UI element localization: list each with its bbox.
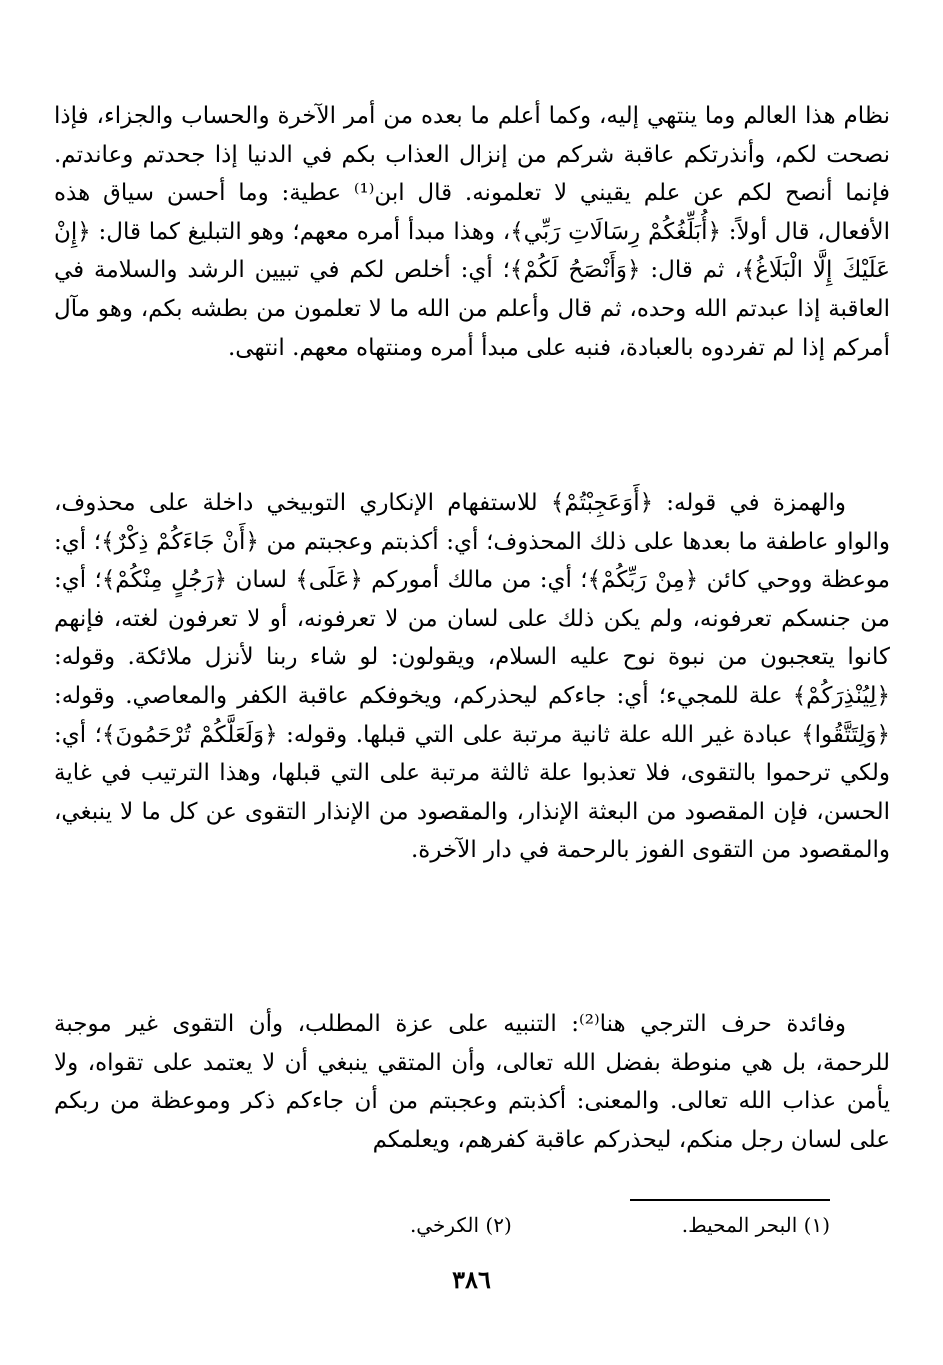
paragraph-3: وفائدة حرف الترجي هنا⁽²⁾: التنبيه على عزة المطلب، وأن التقوى غير موجبة للرحمة، بل هي منوطة بفضل الله تعالى، وأن المتقي ينبغي أن لا يعتمد على تقواه، ولا يأمن عذاب الله تعالى. والمعنى: أكذبتم وعجبتم من أن جاءكم ذكر وموعظة من ربكم على لسان رجل منكم، ليحذركم عاقبة كفرهم، ويعلمكم	[54, 1011, 890, 1153]
footnote-1: (١) البحر المحيط.	[681, 1213, 830, 1237]
footnote-divider	[630, 1199, 830, 1201]
page-number: ٣٨٦	[452, 1265, 491, 1294]
footnote-2: (٢) الكرخي.	[409, 1213, 512, 1237]
paragraph-2: والهمزة في قوله: ﴿أَوَعَجِبْتُمْ﴾ للاستفهام الإنكاري التوبيخي داخلة على محذوف، والواو عاطفة ما بعدها على ذلك المحذوف؛ أي: أكذبتم وعجبتم من ﴿أَنْ جَاءَكُمْ ذِكْرٌ﴾؛ أي: موعظة ووحي كائن ﴿مِنْ رَبِّكُمْ﴾؛ أي: من مالك أموركم ﴿عَلَى﴾ لسان ﴿رَجُلٍ مِنْكُمْ﴾؛ أي: من جنسكم تعرفونه، ولم يكن ذلك على لسان من لا تعرفونه، أو لا تعرفون لغته، فإنهم كانوا يتعجبون من نبوة نوح عليه السلام، ويقولون: لو شاء ربنا لأنزل ملائكة. وقوله: ﴿لِيُنْذِرَكُمْ﴾ علة للمجيء؛ أي: جاءكم ليحذركم، ويخوفكم عاقبة الكفر والمعاصي. وقوله: ﴿وَلِتَتَّقُوا﴾ عبادة غير الله علة ثانية مرتبة على التي قبلها. وقوله: ﴿وَلَعَلَّكُمْ تُرْحَمُونَ﴾؛ أي: ولكي ترحموا بالتقوى، فلا تعذبوا علة ثالثة مرتبة على التي قبلها، وهذا الترتيب في غاية الحسن، فإن المقصود من البعثة الإنذار، والمقصود من الإنذار التقوى عن كل ما لا ينبغي، والمقصود من التقوى الفوز بالرحمة في دار الآخرة.	[54, 490, 890, 864]
paragraph-1: نظام هذا العالم وما ينتهي إليه، وكما أعلم ما بعده من أمر الآخرة والحساب والجزاء، فإذا نصحت لكم، وأنذرتكم عاقبة شركم من إنزال العذاب بكم في الدنيا إذا جحدتم وعاندتم. فإنما أنصح لكم عن علم يقيني لا تعلمونه. قال ابن⁽¹⁾ عطية: وما أحسن سياق هذه الأفعال، قال أولاً: ﴿أُبَلِّغُكُمْ رِسَالَاتِ رَبِّي﴾، وهذا مبدأ أمره معهم؛ وهو التبليغ كما قال: ﴿إِنْ عَلَيْكَ إِلَّا الْبَلَاغُ﴾، ثم قال: ﴿وَأَنْصَحُ لَكُمْ﴾؛ أي: أخلص لكم في تبيين الرشد والسلامة في العاقبة إذا عبدتم الله وحده، ثم قال وأعلم من الله ما لا تعلمون من بطشه بكم، وهو مآل أمركم إذا لم تفردوه بالعبادة، فنبه على مبدأ أمره ومنتهاه معهم. انتهى.	[54, 103, 891, 361]
footnotes	[100, 1213, 830, 1237]
